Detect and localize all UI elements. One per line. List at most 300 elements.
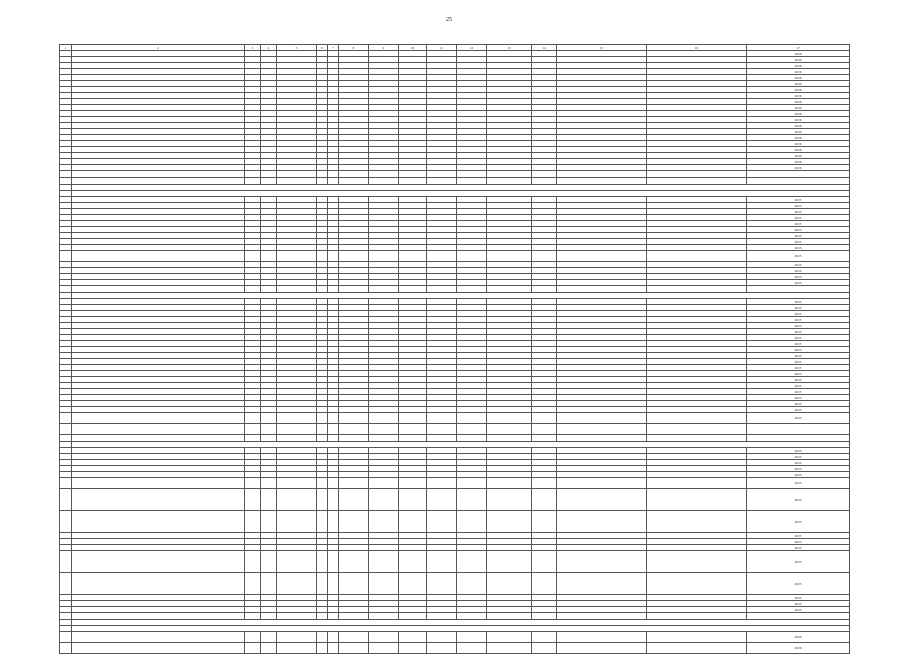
value-cell (427, 643, 457, 654)
value-cell (647, 613, 747, 620)
value-cell (277, 251, 317, 262)
value-cell (557, 478, 647, 489)
value-cell (647, 286, 747, 293)
year-cell: 2025 (747, 413, 850, 424)
year-cell: 2025 (747, 233, 850, 239)
year-cell: 2025 (747, 601, 850, 607)
value-cell (532, 573, 557, 595)
value-cell (457, 511, 487, 533)
value-cell (60, 511, 72, 533)
address-cell (72, 171, 245, 178)
value-cell (277, 632, 317, 643)
value-cell (532, 413, 557, 424)
value-cell (487, 573, 532, 595)
value-cell (328, 478, 339, 489)
value-cell (557, 551, 647, 573)
value-cell (369, 413, 399, 424)
value-cell (427, 489, 457, 511)
value-cell (532, 511, 557, 533)
year-cell: 2025 (747, 389, 850, 395)
address-cell (72, 178, 245, 185)
year-cell (747, 286, 850, 293)
column-number: 16 (647, 45, 747, 51)
value-cell (277, 511, 317, 533)
value-cell (647, 573, 747, 595)
total-row (60, 613, 850, 620)
value-cell (369, 178, 399, 185)
year-cell: 2025 (747, 545, 850, 551)
value-cell (277, 413, 317, 424)
value-cell (399, 171, 427, 178)
value-cell (427, 551, 457, 573)
value-cell (647, 424, 747, 435)
year-cell: 2026 (747, 153, 850, 159)
value-cell (457, 251, 487, 262)
value-cell (532, 632, 557, 643)
year-cell: 2026 (747, 87, 850, 93)
year-cell: 2025 (747, 274, 850, 280)
value-cell (277, 551, 317, 573)
table-row (60, 551, 850, 573)
year-cell: 2026 (747, 159, 850, 165)
value-cell (328, 171, 339, 178)
year-cell: 2025 (747, 268, 850, 274)
value-cell (457, 613, 487, 620)
value-cell (261, 511, 277, 533)
value-cell (317, 478, 328, 489)
value-cell (277, 424, 317, 435)
value-cell (487, 286, 532, 293)
value-cell (60, 643, 72, 654)
value-cell (487, 613, 532, 620)
year-cell: 2025 (747, 359, 850, 365)
year-cell: 2025 (747, 299, 850, 305)
value-cell (532, 424, 557, 435)
value-cell (339, 251, 369, 262)
value-cell (457, 478, 487, 489)
value-cell (328, 251, 339, 262)
value-cell (647, 632, 747, 643)
year-cell: 2025 (747, 383, 850, 389)
year-cell: 2025 (747, 347, 850, 353)
value-cell (245, 573, 261, 595)
value-cell (60, 424, 72, 435)
value-cell (647, 171, 747, 178)
value-cell (328, 551, 339, 573)
value-cell (339, 643, 369, 654)
year-cell: 2026 (747, 117, 850, 123)
address-cell (72, 413, 245, 424)
year-cell: 2025 (747, 305, 850, 311)
value-cell (399, 413, 427, 424)
value-cell (245, 251, 261, 262)
value-cell (427, 632, 457, 643)
column-number: 12 (457, 45, 487, 51)
value-cell (427, 478, 457, 489)
value-cell (457, 178, 487, 185)
column-number: 17 (747, 45, 850, 51)
year-cell: 2025 (747, 448, 850, 454)
year-cell: 2025 (747, 607, 850, 613)
value-cell (245, 511, 261, 533)
value-cell (261, 478, 277, 489)
total-row (60, 435, 850, 442)
value-cell (60, 573, 72, 595)
year-cell (747, 424, 850, 435)
year-cell: 2026 (747, 51, 850, 57)
year-cell: 2025 (747, 329, 850, 335)
value-cell (317, 435, 328, 442)
value-cell (317, 286, 328, 293)
year-cell: 2025 (747, 551, 850, 573)
value-cell (328, 632, 339, 643)
value-cell (245, 551, 261, 573)
value-cell (328, 511, 339, 533)
column-number: 9 (369, 45, 399, 51)
year-cell: 2025 (747, 221, 850, 227)
value-cell (532, 435, 557, 442)
value-cell (647, 413, 747, 424)
value-cell (317, 551, 328, 573)
address-cell (72, 573, 245, 595)
value-cell (427, 573, 457, 595)
value-cell (317, 613, 328, 620)
year-cell: 2026 (747, 141, 850, 147)
total-row (60, 178, 850, 185)
value-cell (532, 613, 557, 620)
address-cell (72, 511, 245, 533)
address-cell (72, 478, 245, 489)
value-cell (277, 613, 317, 620)
year-cell: 2025 (747, 323, 850, 329)
value-cell (328, 413, 339, 424)
value-cell (457, 573, 487, 595)
year-cell: 2026 (747, 99, 850, 105)
column-number: 6 (317, 45, 328, 51)
year-cell: 2025 (747, 365, 850, 371)
address-cell (72, 632, 245, 643)
value-cell (647, 643, 747, 654)
value-cell (277, 478, 317, 489)
value-cell (647, 178, 747, 185)
value-cell (557, 573, 647, 595)
year-cell: 2025 (747, 197, 850, 203)
value-cell (399, 251, 427, 262)
year-cell: 2025 (747, 251, 850, 262)
value-cell (245, 413, 261, 424)
value-cell (328, 286, 339, 293)
value-cell (339, 511, 369, 533)
value-cell (557, 171, 647, 178)
address-cell (72, 435, 245, 442)
value-cell (457, 413, 487, 424)
value-cell (532, 286, 557, 293)
value-cell (532, 178, 557, 185)
value-cell (647, 511, 747, 533)
value-cell (399, 286, 427, 293)
value-cell (60, 435, 72, 442)
column-number: 14 (532, 45, 557, 51)
column-number: 3 (245, 45, 261, 51)
column-number: 1 (60, 45, 72, 51)
value-cell (457, 424, 487, 435)
year-cell: 2025 (747, 573, 850, 595)
value-cell (261, 643, 277, 654)
value-cell (339, 413, 369, 424)
value-cell (328, 424, 339, 435)
year-cell: 2025 (747, 239, 850, 245)
year-cell: 2025 (747, 401, 850, 407)
year-cell: 2025 (747, 466, 850, 472)
year-cell: 2025 (747, 511, 850, 533)
value-cell (427, 613, 457, 620)
value-cell (339, 613, 369, 620)
value-cell (487, 251, 532, 262)
year-cell: 2025 (747, 472, 850, 478)
value-cell (369, 613, 399, 620)
value-cell (328, 613, 339, 620)
table-row (60, 511, 850, 533)
value-cell (328, 489, 339, 511)
year-cell (747, 178, 850, 185)
year-cell: 2026 (747, 129, 850, 135)
year-cell: 2025 (747, 317, 850, 323)
year-cell: 2026 (747, 93, 850, 99)
year-cell: 2025 (747, 215, 850, 221)
value-cell (487, 643, 532, 654)
value-cell (328, 435, 339, 442)
value-cell (487, 171, 532, 178)
value-cell (399, 632, 427, 643)
value-cell (60, 632, 72, 643)
year-cell: 2025 (747, 539, 850, 545)
year-cell: 2026 (747, 111, 850, 117)
value-cell (60, 489, 72, 511)
value-cell (427, 424, 457, 435)
value-cell (427, 286, 457, 293)
year-cell: 2026 (747, 57, 850, 63)
value-cell (557, 643, 647, 654)
value-cell (261, 286, 277, 293)
value-cell (328, 178, 339, 185)
value-cell (339, 551, 369, 573)
table-row (60, 573, 850, 595)
value-cell (245, 424, 261, 435)
value-cell (60, 251, 72, 262)
address-cell (72, 643, 245, 654)
value-cell (399, 435, 427, 442)
value-cell (487, 424, 532, 435)
year-cell (747, 435, 850, 442)
value-cell (647, 478, 747, 489)
year-cell: 2026 (747, 105, 850, 111)
year-cell: 2025 (747, 203, 850, 209)
value-cell (647, 251, 747, 262)
value-cell (487, 511, 532, 533)
value-cell (369, 551, 399, 573)
value-cell (339, 424, 369, 435)
value-cell (532, 478, 557, 489)
value-cell (532, 251, 557, 262)
value-cell (245, 286, 261, 293)
value-cell (245, 171, 261, 178)
value-cell (261, 178, 277, 185)
value-cell (339, 489, 369, 511)
value-cell (399, 489, 427, 511)
table-row (60, 643, 850, 654)
value-cell (328, 643, 339, 654)
value-cell (487, 435, 532, 442)
value-cell (277, 171, 317, 178)
value-cell (339, 171, 369, 178)
value-cell (339, 632, 369, 643)
year-cell: 2025 (747, 341, 850, 347)
value-cell (60, 413, 72, 424)
year-cell: 2025 (747, 209, 850, 215)
table-row (60, 632, 850, 643)
address-cell (72, 551, 245, 573)
year-cell: 2025 (747, 460, 850, 466)
value-cell (457, 489, 487, 511)
value-cell (261, 613, 277, 620)
table-row (60, 489, 850, 511)
value-cell (399, 573, 427, 595)
value-cell (399, 551, 427, 573)
value-cell (328, 573, 339, 595)
value-cell (557, 613, 647, 620)
column-number: 11 (427, 45, 457, 51)
value-cell (457, 435, 487, 442)
year-cell: 2025 (747, 395, 850, 401)
value-cell (399, 613, 427, 620)
year-cell: 2026 (747, 75, 850, 81)
value-cell (60, 478, 72, 489)
value-cell (427, 251, 457, 262)
value-cell (399, 424, 427, 435)
column-number: 13 (487, 45, 532, 51)
year-cell: 2025 (747, 227, 850, 233)
year-cell: 2025 (747, 489, 850, 511)
year-cell (747, 613, 850, 620)
value-cell (277, 643, 317, 654)
value-cell (339, 573, 369, 595)
year-cell: 2025 (747, 245, 850, 251)
value-cell (261, 632, 277, 643)
value-cell (427, 511, 457, 533)
value-cell (369, 573, 399, 595)
value-cell (532, 489, 557, 511)
value-cell (245, 178, 261, 185)
year-cell: 2025 (747, 371, 850, 377)
value-cell (245, 632, 261, 643)
value-cell (487, 413, 532, 424)
value-cell (399, 643, 427, 654)
value-cell (399, 511, 427, 533)
address-cell (72, 286, 245, 293)
value-cell (60, 613, 72, 620)
year-cell (747, 171, 850, 178)
value-cell (317, 643, 328, 654)
year-cell: 2025 (747, 353, 850, 359)
column-number: 5 (277, 45, 317, 51)
year-cell: 2025 (747, 377, 850, 383)
value-cell (457, 643, 487, 654)
total-row (60, 171, 850, 178)
year-cell: 2025 (747, 407, 850, 413)
value-cell (261, 573, 277, 595)
value-cell (369, 489, 399, 511)
value-cell (557, 424, 647, 435)
value-cell (369, 171, 399, 178)
value-cell (261, 171, 277, 178)
value-cell (399, 178, 427, 185)
address-cell (72, 613, 245, 620)
value-cell (557, 251, 647, 262)
value-cell (339, 435, 369, 442)
column-number: 10 (399, 45, 427, 51)
value-cell (369, 632, 399, 643)
value-cell (317, 413, 328, 424)
value-cell (60, 551, 72, 573)
value-cell (277, 573, 317, 595)
value-cell (317, 178, 328, 185)
table-row (60, 251, 850, 262)
table-row (60, 424, 850, 435)
year-cell: 2026 (747, 69, 850, 75)
year-cell: 2026 (747, 81, 850, 87)
value-cell (245, 489, 261, 511)
value-cell (557, 489, 647, 511)
value-cell (557, 632, 647, 643)
year-cell: 2025 (747, 478, 850, 489)
value-cell (427, 171, 457, 178)
value-cell (557, 511, 647, 533)
value-cell (487, 178, 532, 185)
value-cell (339, 178, 369, 185)
column-number: 8 (339, 45, 369, 51)
value-cell (369, 511, 399, 533)
year-cell: 2025 (747, 280, 850, 286)
year-cell: 2026 (747, 123, 850, 129)
register-table (59, 44, 850, 654)
value-cell (457, 286, 487, 293)
value-cell (369, 424, 399, 435)
address-cell (72, 489, 245, 511)
value-cell (245, 435, 261, 442)
value-cell (317, 511, 328, 533)
address-cell (72, 424, 245, 435)
table-row (60, 413, 850, 424)
column-number: 2 (72, 45, 245, 51)
year-cell: 2026 (747, 165, 850, 171)
value-cell (317, 171, 328, 178)
value-cell (457, 171, 487, 178)
value-cell (457, 551, 487, 573)
column-number: 15 (557, 45, 647, 51)
value-cell (245, 478, 261, 489)
value-cell (557, 286, 647, 293)
value-cell (487, 632, 532, 643)
value-cell (261, 489, 277, 511)
year-cell: 2025 (747, 595, 850, 601)
value-cell (557, 435, 647, 442)
value-cell (317, 251, 328, 262)
value-cell (60, 178, 72, 185)
value-cell (557, 413, 647, 424)
value-cell (245, 643, 261, 654)
value-cell (277, 286, 317, 293)
column-number: 4 (261, 45, 277, 51)
